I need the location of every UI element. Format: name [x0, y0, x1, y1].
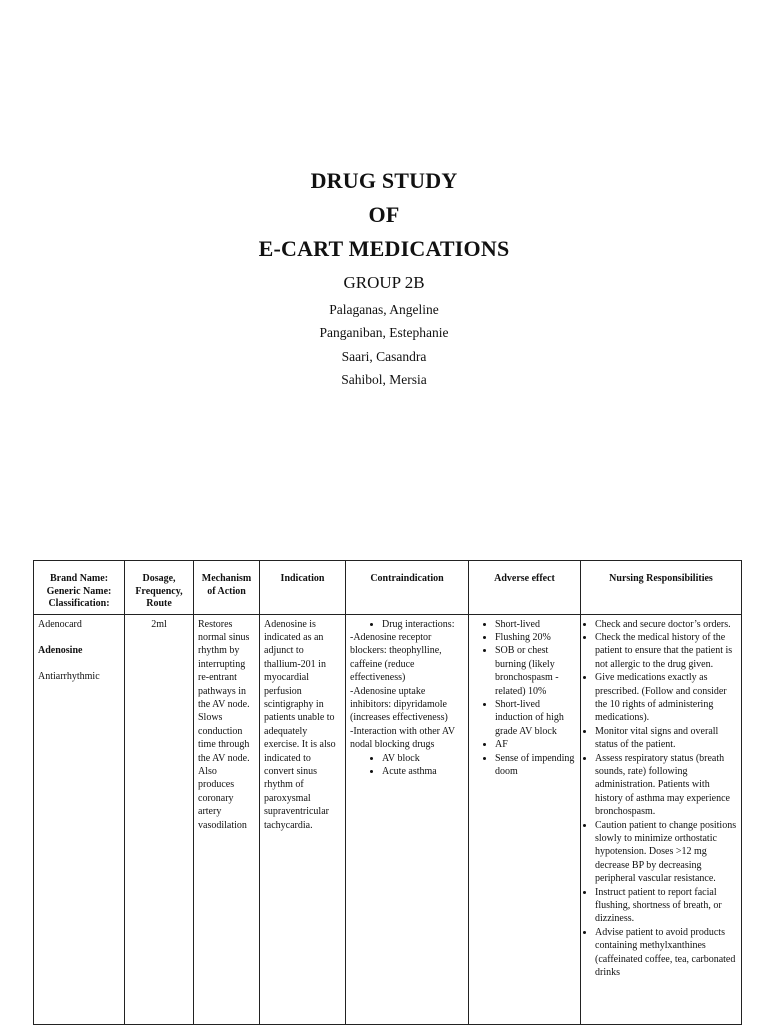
list-item: • Monitor vital signs and overall status of the patient. [595, 725, 737, 752]
list-item: • Drug interactions: [382, 618, 464, 631]
list-item: • AF [495, 738, 576, 751]
list-item: • SOB or chest burning (likely bronchospasm -related) 10% [495, 644, 576, 698]
group-label: GROUP 2B [343, 273, 425, 292]
header-contraindication: Contraindication [346, 561, 469, 615]
document-title-line-2: OF [368, 202, 400, 227]
list-item: • Sense of impending doom [495, 752, 576, 779]
header-dosage: Dosage, Frequency, Route [125, 561, 194, 615]
classification: Antiarrhythmic [38, 671, 100, 683]
list-item: • Short-lived induction of high grade AV block [495, 698, 576, 738]
list-item: • Caution patient to change positions slowly to minimize orthostatic hypotension. Doses >12 mg decrease BP by decreasing peripheral vascular resistance. [595, 819, 737, 886]
adverse-effect-cell [469, 614, 581, 1024]
contra-bullet-list [350, 618, 464, 631]
list-item: • Check the medical history of the patient to ensure that the patient is not allergic to the drug given. [595, 631, 737, 671]
list-item: • Advise patient to avoid products containing methylxanthines (caffeinated coffee, tea, carbonated drinks [595, 926, 737, 980]
generic-name: Adenosine [38, 644, 83, 656]
header-brand: Brand Name: Generic Name: Classification: [34, 561, 125, 615]
header-mechanism: Mechanism of Action [194, 561, 260, 615]
nursing-cell [581, 614, 742, 1024]
title-block [0, 164, 768, 392]
header-nursing-responsibilities: Nursing Responsibilities [581, 561, 742, 615]
list-item: • Check and secure doctor’s orders. [595, 618, 737, 631]
list-item: • Assess respiratory status (breath sounds, rate) following administration. Patients with history of asthma may experience bronchospasm. [595, 752, 737, 819]
document-title-line-3: E-CART MEDICATIONS [258, 236, 510, 261]
member-name: Sahibol, Mersia [341, 372, 427, 388]
brand-name: Adenocard [38, 618, 82, 630]
list-item: • Flushing 20% [495, 631, 576, 644]
member-name: Saari, Casandra [341, 348, 427, 364]
contra-items-list [350, 752, 464, 779]
member-name: Palaganas, Angeline [329, 302, 439, 317]
member-name: Panganiban, Estephanie [319, 325, 449, 341]
header-adverse-effect: Adverse effect [469, 561, 581, 615]
contraindication-cell [346, 614, 469, 1024]
list-item: • Instruct patient to report facial flushing, shortness of breath, or dizziness. [595, 886, 737, 926]
table-header-row [34, 561, 742, 615]
table-row [34, 614, 742, 1024]
drug-study-table [33, 560, 742, 1025]
header-indication: Indication [260, 561, 346, 615]
list-item: • AV block [382, 752, 464, 765]
dosage-cell: 2ml [125, 614, 194, 1024]
list-item: • Give medications exactly as prescribed. (Follow and consider the 10 rights of administering medications). [595, 671, 737, 725]
nursing-list [585, 618, 737, 980]
mechanism-cell: Restores normal sinus rhythm by interrupting re-entrant pathways in the AV node. Slows conduction time through the AV node. Also produces coronary artery vasodilation [194, 614, 260, 1024]
indication-cell: Adenosine is indicated as an adjunct to thallium-201 in myocardial perfusion scintigraphy in patients unable to adequately exercise. It is also indicated to convert sinus rhythm of paroxysmal supraventricular tachycardia. [260, 614, 346, 1024]
document-title-line-1: DRUG STUDY [310, 168, 458, 193]
contra-details: -Adenosine receptor blockers: theophylline, caffeine (reduce effectiveness) -Adenosine uptake inhibitors: dipyridamole (increases effectiveness) -Interaction with other AV nodal blocking drugs [350, 631, 455, 751]
list-item: • Acute asthma [382, 765, 464, 778]
adverse-list [473, 618, 576, 779]
list-item: • Short-lived [495, 618, 576, 631]
brand-generic-cell [34, 614, 125, 1024]
